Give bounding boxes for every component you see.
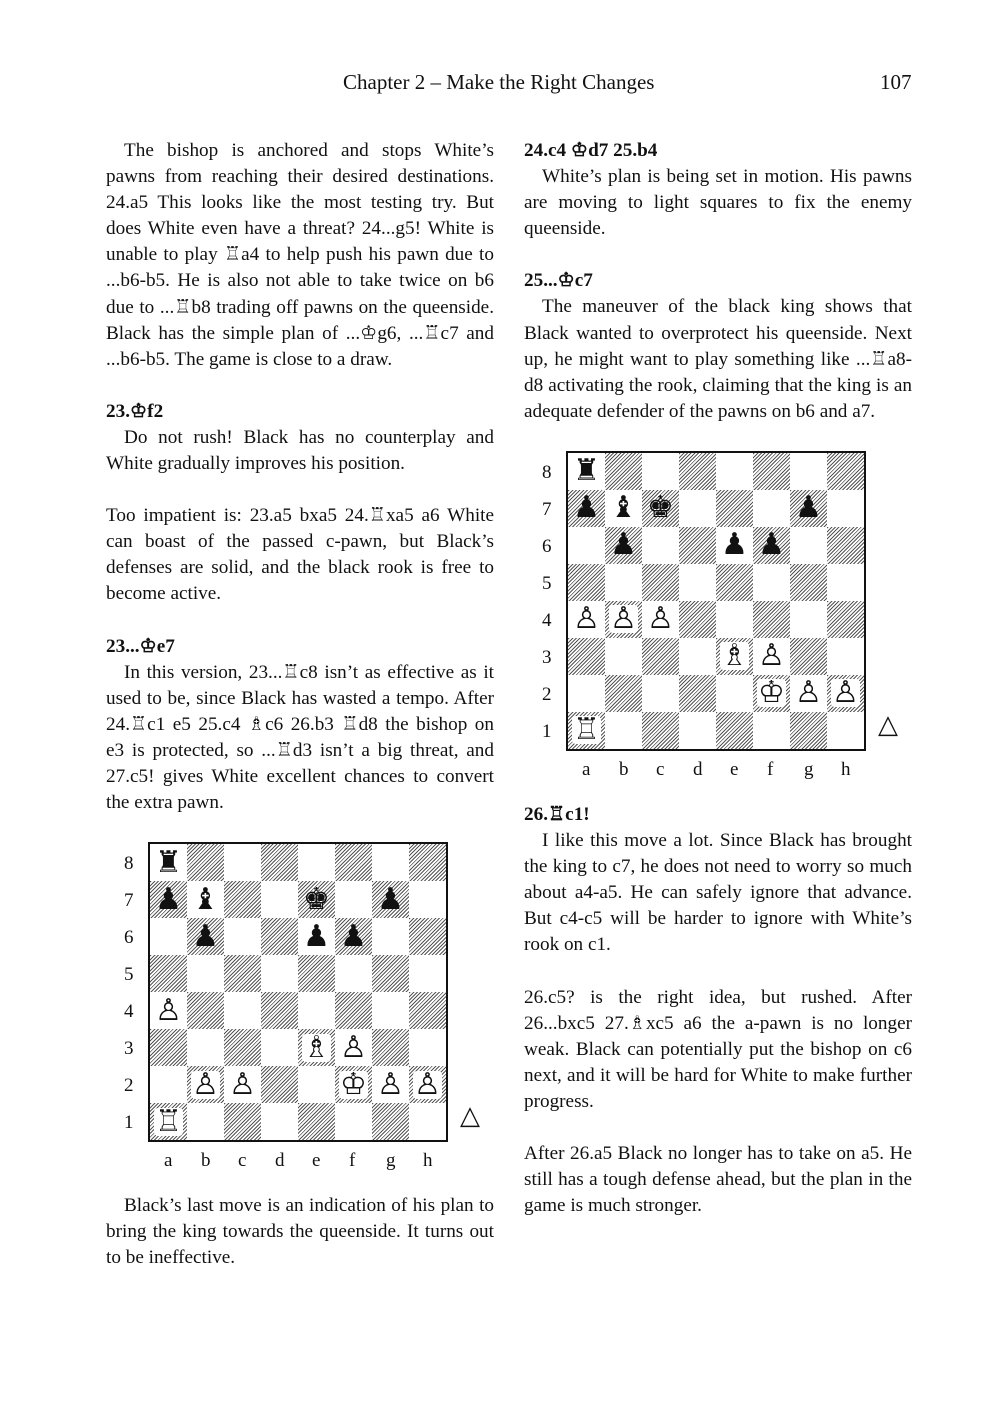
board-square (753, 490, 790, 527)
board-square (409, 844, 446, 881)
board-square (335, 992, 372, 1029)
board-square (642, 527, 679, 564)
board-square (568, 527, 605, 564)
white-piece-f2: ♔ (340, 1066, 367, 1102)
board-square (827, 564, 864, 601)
black-piece-a8: ♜ (573, 453, 600, 489)
board-square (298, 955, 335, 992)
white-piece-f3: ♙ (340, 1029, 367, 1065)
rank-label: 5 (542, 572, 552, 594)
board-square (679, 601, 716, 638)
black-piece-f6: ♟ (758, 527, 785, 563)
board-square (298, 992, 335, 1029)
rank-label: 6 (542, 535, 552, 557)
board-square (605, 675, 642, 712)
board-square (568, 564, 605, 601)
board-square (790, 601, 827, 638)
rank-label: 1 (124, 1112, 134, 1134)
white-piece-a4: ♙ (573, 601, 600, 637)
board-square (716, 564, 753, 601)
white-piece-f3: ♙ (758, 638, 785, 674)
board-square (298, 1103, 335, 1140)
board-square (335, 844, 372, 881)
rank-label: 6 (124, 927, 134, 949)
board-square (261, 881, 298, 918)
board-square (753, 453, 790, 490)
chessboard (148, 842, 448, 1142)
board-square (605, 453, 642, 490)
move-heading: 24.c4 ♔d7 25.b4 (524, 140, 658, 161)
board-square (716, 490, 753, 527)
board-square (298, 1066, 335, 1103)
board-square (409, 1029, 446, 1066)
file-label: a (582, 758, 591, 780)
paragraph: Do not rush! Black has no counterplay and White gradually improves his position. (106, 426, 494, 475)
file-label: d (275, 1150, 285, 1172)
white-piece-h2: ♙ (832, 675, 859, 711)
board-square (679, 490, 716, 527)
board-square (568, 675, 605, 712)
running-head: Chapter 2 – Make the Right Changes (343, 70, 655, 94)
paragraph: 26.c5? is the right idea, but rushed. After 26...bxc5 27.♗xc5 a6 the a-pawn is no longer weak. Black can potentially put the bishop on c6 next, and it will be hard for White to make further progress. (524, 986, 912, 1112)
white-piece-e3: ♗ (303, 1029, 330, 1065)
board-square (679, 453, 716, 490)
board-square (409, 881, 446, 918)
board-square (372, 1029, 409, 1066)
board-square (261, 1103, 298, 1140)
board-square (827, 712, 864, 749)
board-square (224, 992, 261, 1029)
white-piece-g2: ♙ (795, 675, 822, 711)
black-piece-c7: ♚ (647, 490, 674, 526)
board-square (605, 712, 642, 749)
board-square (679, 712, 716, 749)
rank-label: 8 (542, 461, 552, 483)
board-square (409, 955, 446, 992)
white-piece-a1: ♖ (573, 712, 600, 748)
board-square (409, 1103, 446, 1140)
file-label: e (312, 1150, 321, 1172)
board-square (679, 564, 716, 601)
board-square (150, 1029, 187, 1066)
black-piece-a7: ♟ (573, 490, 600, 526)
rank-label: 1 (542, 720, 552, 742)
file-label: g (386, 1150, 396, 1172)
rank-label: 4 (124, 1001, 134, 1023)
board-square (335, 881, 372, 918)
black-piece-a8: ♜ (155, 844, 182, 880)
page-number: 107 (880, 70, 912, 94)
file-label: d (693, 758, 703, 780)
rank-label: 3 (124, 1038, 134, 1060)
board-square (409, 918, 446, 955)
board-square (261, 1066, 298, 1103)
black-piece-e6: ♟ (303, 918, 330, 954)
file-label: h (423, 1150, 433, 1172)
board-square (790, 527, 827, 564)
board-square (753, 712, 790, 749)
board-square (150, 955, 187, 992)
board-square (372, 955, 409, 992)
file-label: b (619, 758, 629, 780)
paragraph: In this version, 23...♖c8 isn’t as effective as it used to be, since Black has wasted a tempo. After 24.♖c1 e5 25.c4 ♗c6 26.b3 ♖d8 the bishop on e3 is protected, so ...♖d3 isn’t a big threat, and 27.c5! gives White excellent chances to convert the extra pawn. (106, 661, 494, 814)
board-square (372, 844, 409, 881)
board-square (224, 844, 261, 881)
board-square (261, 918, 298, 955)
black-piece-b7: ♝ (192, 881, 219, 917)
move-heading: 26.♖c1! (524, 803, 590, 825)
rank-label: 5 (124, 964, 134, 986)
board-square (409, 992, 446, 1029)
white-piece-h2: ♙ (414, 1066, 441, 1102)
board-square (790, 564, 827, 601)
board-square (827, 490, 864, 527)
board-square (187, 955, 224, 992)
paragraph: The bishop is anchored and stops White’s pawns from reaching their desired destinations. 24.a5 This looks like the most testing try. But does White even have a threat? 24...g5! White is unable to play ♖a4 to help push his pawn due to ...b6-b5. He is also not able to take twice on b6 due to ...♖b8 trading off pawns on the queenside. Black has the simple plan of ...♔g6, ...♖c7 and ...b6-b5. The game is close to a draw. (106, 140, 494, 370)
board-square (679, 638, 716, 675)
black-piece-b6: ♟ (610, 527, 637, 563)
file-label: h (841, 758, 851, 780)
board-square (224, 918, 261, 955)
board-square (187, 992, 224, 1029)
paragraph: I like this move a lot. Since Black has brought the king to c7, he does not need to worry so much about a4-a5. He can safely ignore that advance. But c4-c5 will be harder to ignore with White’s rook on c1. (524, 830, 912, 956)
white-piece-g2: ♙ (377, 1066, 404, 1102)
board-square (261, 1029, 298, 1066)
chessboard (566, 451, 866, 751)
board-square (716, 601, 753, 638)
black-piece-e6: ♟ (721, 527, 748, 563)
board-square (605, 638, 642, 675)
board-square (150, 1066, 187, 1103)
board-square (335, 1103, 372, 1140)
board-square (224, 1029, 261, 1066)
board-square (642, 453, 679, 490)
white-piece-a1: ♖ (155, 1103, 182, 1139)
board-square (827, 638, 864, 675)
board-square (187, 1029, 224, 1066)
black-piece-g7: ♟ (795, 490, 822, 526)
black-piece-g7: ♟ (377, 881, 404, 917)
board-square (372, 1103, 409, 1140)
chess-diagram-2 (524, 451, 912, 792)
board-square (372, 992, 409, 1029)
board-square (716, 453, 753, 490)
board-square (261, 844, 298, 881)
board-square (187, 1103, 224, 1140)
rank-label: 3 (542, 646, 552, 668)
white-piece-b4: ♙ (610, 601, 637, 637)
file-label: c (656, 758, 665, 780)
move-heading: 23...♔e7 (106, 635, 175, 657)
file-label: c (238, 1150, 247, 1172)
file-label: g (804, 758, 814, 780)
left-column (106, 138, 494, 1271)
paragraph: White’s plan is being set in motion. His pawns are moving to light squares to fix the enemy queenside. (524, 166, 912, 240)
board-square (753, 601, 790, 638)
black-piece-a7: ♟ (155, 881, 182, 917)
white-piece-a4: ♙ (155, 992, 182, 1028)
board-square (261, 955, 298, 992)
black-piece-b6: ♟ (192, 918, 219, 954)
paragraph: After 26.a5 Black no longer has to take on a5. He still has a tough defense ahead, but the plan in the game is much stronger. (524, 1142, 912, 1217)
board-square (224, 881, 261, 918)
right-column (524, 138, 912, 1219)
white-piece-f2: ♔ (758, 675, 785, 711)
file-label: f (349, 1150, 356, 1172)
paragraph: Too impatient is: 23.a5 bxa5 24.♖xa5 a6 White can boast of the passed c-pawn, but Black’s defenses are solid, and the black rook is free to become active. (106, 505, 494, 605)
file-label: a (164, 1150, 173, 1172)
white-piece-c2: ♙ (229, 1066, 256, 1102)
board-square (716, 675, 753, 712)
move-heading: 25...♔c7 (524, 270, 593, 292)
board-square (790, 638, 827, 675)
chess-diagram-1 (106, 842, 494, 1183)
black-piece-b7: ♝ (610, 490, 637, 526)
board-square (568, 638, 605, 675)
paragraph: Black’s last move is an indication of his plan to bring the king towards the queenside. It turns out to be ineffective. (106, 1195, 494, 1269)
white-to-move-icon: △ (878, 709, 898, 740)
board-square (150, 918, 187, 955)
move-heading: 23.♔f2 (106, 400, 164, 422)
board-square (605, 564, 642, 601)
file-label: e (730, 758, 739, 780)
board-square (642, 638, 679, 675)
paragraph: The maneuver of the black king shows that Black wanted to overprotect his queenside. Next up, he might want to play something like ...♖a8-d8 activating the rook, claiming that the king is an adequate defender of the pawns on b6 and a7. (524, 296, 912, 422)
white-piece-e3: ♗ (721, 638, 748, 674)
board-square (298, 844, 335, 881)
board-square (335, 955, 372, 992)
rank-label: 4 (542, 609, 552, 631)
board-square (679, 675, 716, 712)
black-piece-f6: ♟ (340, 918, 367, 954)
board-square (642, 564, 679, 601)
black-piece-e7: ♚ (303, 881, 330, 917)
file-label: f (767, 758, 774, 780)
board-square (187, 844, 224, 881)
rank-label: 8 (124, 853, 134, 875)
board-square (261, 992, 298, 1029)
board-square (753, 564, 790, 601)
board-square (790, 453, 827, 490)
board-square (827, 601, 864, 638)
rank-label: 2 (542, 683, 552, 705)
rank-label: 2 (124, 1075, 134, 1097)
white-piece-b2: ♙ (192, 1066, 219, 1102)
board-square (642, 675, 679, 712)
file-label: b (201, 1150, 211, 1172)
white-piece-c4: ♙ (647, 601, 674, 637)
rank-label: 7 (542, 498, 552, 520)
board-square (716, 712, 753, 749)
board-square (827, 453, 864, 490)
board-square (224, 955, 261, 992)
board-square (372, 918, 409, 955)
board-square (790, 712, 827, 749)
board-square (642, 712, 679, 749)
board-square (224, 1103, 261, 1140)
board-square (827, 527, 864, 564)
white-to-move-icon: △ (460, 1101, 480, 1132)
rank-label: 7 (124, 890, 134, 912)
board-square (679, 527, 716, 564)
